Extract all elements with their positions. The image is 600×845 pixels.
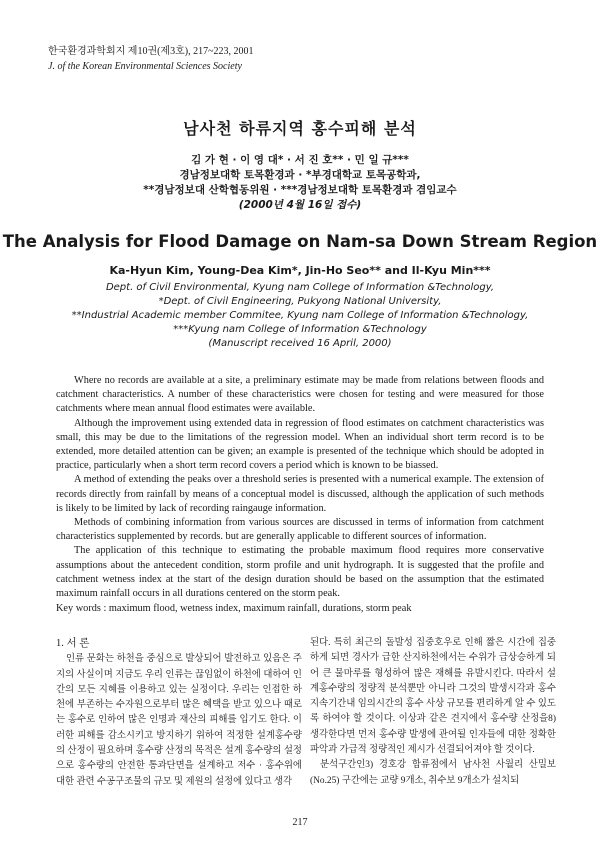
- body-column-right: [310, 636, 556, 789]
- english-affiliation-3: **Industrial Academic member Commitee, Kyung nam College of Information &Technology,: [71, 310, 529, 321]
- english-affiliation-1: Dept. of Civil Environmental, Kyung nam College of Information &Technology,: [105, 282, 495, 293]
- abstract-paragraph: The application of this technique to estimating the probable maximum flood requires more conservative assumptions about the antecedent condition, storm profile and unit hydrograph. It is suggested that the profile and catchment wetness index at the start of the design duration should be based on the assumption that the estimated maximum rainfall occurs in all durations centered on the storm peak.: [56, 545, 544, 600]
- section-heading-introduction: 1. 서 론: [56, 638, 90, 649]
- korean-title: 남사천 하류지역 홍수피해 분석: [183, 119, 417, 138]
- abstract-paragraph: Although the improvement using extended data in regression of flood estimates on catchment characteristics was small, this may be due to the limitations of the regression model. When an individual short term record is to be extended, more detailed attention can be given; an example is presented of the technique which should be adopted in practice, particularly when a short term record covers a period which is known to be biassed.: [56, 417, 544, 472]
- english-affiliation-2: *Dept. of Civil Engineering, Pukyong National University,: [158, 296, 442, 307]
- keywords: Key words : maximum flood, wetness index, maximum rainfall, durations, storm peak: [56, 603, 412, 614]
- body-paragraph: 된다. 특히 최근의 돌발성 집중호우로 인해 짧은 시간에 집중하게 되면 경사가 급한 산지하천에서는 수위가 급상승하게 되어 큰 물마루를 형성하여 많은 재해를 유발시킨다. 따라서 설계홍수량의 정량적 분석뿐만 아니라 그것의 발생시각과 홍수지속기간내 임의시간의 홍수 사상 규모를 편리하게 알 수 있도록 하여야 할 것이다. 이상과 같은 견지에서 홍수량 산정을8) 생각한다면 먼저 홍수량 발생에 관여될 인자들에 대한 정확한 파악과 가급적 정량적인 제시가 선결되어져야 할 것이다.: [310, 638, 556, 756]
- page-number: 217: [292, 817, 308, 828]
- korean-affiliation-2: **경남정보대 산학협동위원 · ***경남정보대학 토목환경과 겸임교수: [143, 184, 457, 196]
- body-paragraph: 분석구간인3) 경호강 합류점에서 남사천 사월리 산밀보(No.25) 구간에는 교량 9개소, 취수보 9개소가 설치되: [310, 760, 556, 786]
- english-authors: Ka-Hyun Kim, Young-Dea Kim*, Jin-Ho Seo** and Il-Kyu Min***: [109, 264, 491, 277]
- english-affiliation-4: ***Kyung nam College of Information &Technology: [173, 324, 427, 335]
- journal-header: [48, 44, 254, 74]
- korean-authors: 김 가 현 · 이 영 대* · 서 진 호** · 민 일 규***: [191, 154, 409, 166]
- korean-affiliation-1: 경남정보대학 토목환경과 · *부경대학교 토목공학과,: [179, 169, 421, 181]
- english-received-date: (Manuscript received 16 April, 2000): [208, 338, 392, 349]
- journal-citation-korean: 한국환경과학회지 제10권(제3호), 217~223, 2001: [48, 46, 254, 57]
- english-affiliations: [0, 281, 600, 351]
- abstract-paragraph: A method of extending the peaks over a threshold series is presented with a numerical example. The extension of records directly from rainfall by means of a conceptual model is discussed, although the application of such methods is likely to be limited by lack of recording raingauge information.: [56, 474, 544, 514]
- body-paragraph: 인류 문화는 하천을 중심으로 발상되어 발전하고 있음은 주지의 사실이며 지금도 우리 인류는 끊임없이 하천에 대하여 인간의 모든 지혜를 이용하고 있는 실정이다. 우리는 인접한 하천에 부존하는 수자원으로부터 많은 혜택을 받고 있으나 때로는 홍수로 인하여 많은 인명과 재산의 피해를 입기도 한다. 이러한 피해를 감소시키고 방지하기 위하여 적정한 설계홍수량의 산정이 필요하며 홍수량 산정의 목적은 설계 홍수량의 설정으로 홍수량의 안전한 통과단면을 설계하고 저수 · 홍수위에 대한 관련 수공구조물의 규모 및 제원의 설정에 있다고 생각: [56, 654, 302, 787]
- journal-name-english: J. of the Korean Environmental Sciences Society: [48, 61, 242, 72]
- english-title: The Analysis for Flood Damage on Nam-sa Down Stream Region: [2, 232, 598, 251]
- korean-author-block: [0, 153, 600, 213]
- body-column-left: [56, 636, 302, 790]
- abstract-paragraph: Where no records are available at a site, a preliminary estimate may be made from relations between floods and catchment characteristics. A number of these characteristics were chosen for testing and were measured for those catchments where mean annual flood estimates were available.: [56, 375, 544, 415]
- abstract-paragraph: Methods of combining information from various sources are discussed in terms of information from catchment characteristics supplemented by records. but are generally applicable to different sources of information.: [56, 517, 544, 543]
- abstract: [56, 374, 544, 601]
- korean-received-date: (2000년 4월 16일 접수): [238, 199, 362, 211]
